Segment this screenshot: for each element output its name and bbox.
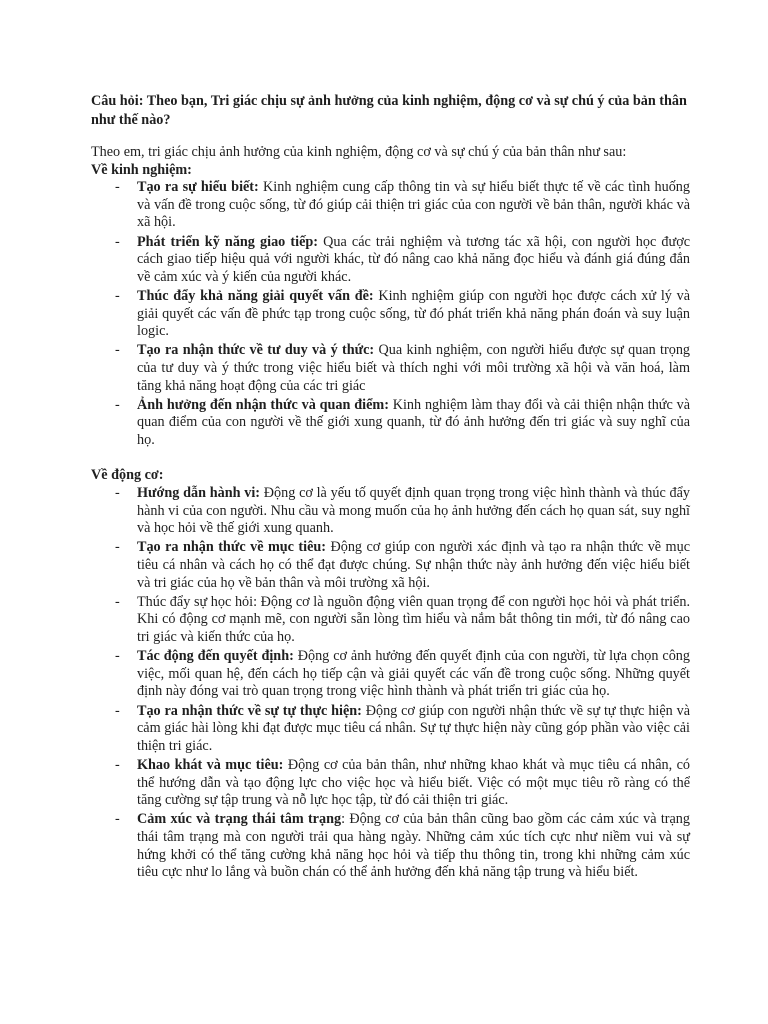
item-term: Thúc đẩy khả năng giải quyết vấn đề: [137,287,374,304]
item-term: Ảnh hưởng đến nhận thức và quan điểm: [137,396,389,413]
item-term: Tạo ra nhận thức về mục tiêu: [137,539,327,556]
dash-bullet: - [115,233,120,250]
dash-bullet: - [115,179,120,196]
item-term: Tác động đến quyết định: [137,648,294,665]
dash-bullet: - [115,702,120,719]
item-text: Qua kinh nghiệm, con người hiểu được sự quan trọng của tư duy và ý thức trong việc hiểu biết và thích nghi với môi trường xã hội và văn hoá, làm tăng khả năng hoạt động của các tri giác [137,342,691,394]
list-item [91,485,690,538]
item-text: Động cơ giúp con người nhận thức về sự tự thực hiện và cảm giác hài lòng khi đạt được mục tiêu cá nhân. Sự tự thực hiện này cũng góp phần vào việc cải thiện tri giác. [137,702,690,754]
item-text: : Động cơ của bản thân cũng bao gồm các cảm xúc và trạng thái tâm trạng mà con người trải qua hàng ngày. Những cảm xúc tích cực như niềm vui và sự hứng khởi có thể tăng cường khả năng học hỏi và tiếp thu thông tin, trong khi những cảm xúc tiêu cực như lo lắng và buồn chán có thể ảnh hưởng đến khả năng tập trung và hiểu biết. [137,811,690,881]
item-text: Kinh nghiệm giúp con người học được cách xử lý và giải quyết các vấn đề phức tạp trong cuộc sống, từ đó phát triển khả năng phán đoán và suy luận logic. [137,287,690,340]
section-heading: Về kinh nghiệm: [91,161,192,178]
dash-bullet: - [115,756,120,773]
list-item [91,288,690,341]
list-item [91,234,690,287]
dash-bullet: - [115,539,120,556]
item-text: Động cơ giúp con người xác định và tạo ra nhận thức về mục tiêu cá nhân và cách họ có thể đạt được chúng. Sự nhận thức này ảnh hưởng đến việc hiểu biết và tri giác của họ về bản thân và môi trường xã hội. [137,539,690,591]
item-text: Kinh nghiệm làm thay đổi và cải thiện nhận thức và quan điểm của con người về thế giới xung quanh, từ đó ảnh hưởng đến tri giác và suy nghĩ của họ. [137,396,691,448]
list-item [91,757,690,810]
item-term: Phát triển kỹ năng giao tiếp: [137,233,318,250]
list-item [91,811,690,881]
list-item [91,594,690,647]
item-term: Tạo ra nhận thức về tư duy và ý thức: [137,342,375,359]
dash-bullet: - [115,485,120,502]
list-item [91,703,690,756]
item-text: Động cơ của bản thân, như những khao khát và mục tiêu cá nhân, có thể hướng dẫn và tạo động lực cho việc học và hiểu biết. Việc có một mục tiêu rõ ràng có thể tăng cường sự tập trung và nỗ lực học tập, từ đó cải thiện tri giác. [137,756,690,809]
list-item [91,539,690,592]
question-heading: Câu hỏi: Theo bạn, Tri giác chịu sự ảnh hưởng của kinh nghiệm, động cơ và sự chú ý của bản thân như thế nào? [91,93,687,128]
dash-bullet: - [115,287,120,304]
dash-bullet: - [115,342,120,359]
bullet-list [91,485,690,882]
item-term: Khao khát và mục tiêu: [137,756,284,773]
dash-bullet: - [115,648,120,665]
item-term: Tạo ra sự hiểu biết: [137,179,259,196]
dash-bullet: - [115,811,120,828]
item-term: Tạo ra nhận thức về sự tự thực hiện: [137,702,362,719]
bullet-list [91,179,690,449]
section-heading: Về động cơ: [91,467,164,484]
item-text: Kinh nghiệm cung cấp thông tin và sự hiểu biết thực tế về các tình huống và vấn đề trong cuộc sống, từ đó giúp cải thiện tri giác của con người về bản thân, người khác và xã hội. [137,179,690,231]
dash-bullet: - [115,396,120,413]
item-text: Thúc đẩy sự học hỏi: Động cơ là nguồn động viên quan trọng để con người học hỏi và phát triển. Khi có động cơ mạnh mẽ, con người sẵn lòng tìm hiểu và nắm bắt thông tin mới, từ đó nâng cao tri giác và kiến thức của họ. [137,593,690,645]
item-text: Động cơ là yếu tố quyết định quan trọng trong việc hình thành và thúc đẩy hành vi của con người. Nhu cầu và mong muốn của họ ảnh hưởng đến cách họ quan sát, suy nghĩ và học hỏi về thế giới xung quanh. [137,485,690,537]
list-item [91,397,690,450]
item-text: Động cơ ảnh hưởng đến quyết định của con người, từ lựa chọn công việc, mối quan hệ, đến cách họ tiếp cận và giải quyết các vấn đề trong cuộc sống. Những quyết định này đóng vai trò quan trọng trong việc hình thành và phát triển tri giác của họ. [137,648,690,700]
item-text: Qua các trải nghiệm và tương tác xã hội, con người học được cách giao tiếp hiệu quả với người khác, từ đó nâng cao khả năng đọc hiểu và đánh giá đúng đắn về cảm xúc và ý kiến của người khác. [137,233,690,285]
list-item [91,342,690,395]
item-term: Cảm xúc và trạng thái tâm trạng [137,811,342,828]
item-term: Hướng dẫn hành vi: [137,485,261,502]
intro-paragraph: Theo em, tri giác chịu ảnh hưởng của kinh nghiệm, động cơ và sự chú ý của bản thân như sau: [91,144,627,160]
list-item [91,179,690,232]
sections-container [91,162,690,882]
dash-bullet: - [115,593,120,610]
list-item [91,648,690,701]
